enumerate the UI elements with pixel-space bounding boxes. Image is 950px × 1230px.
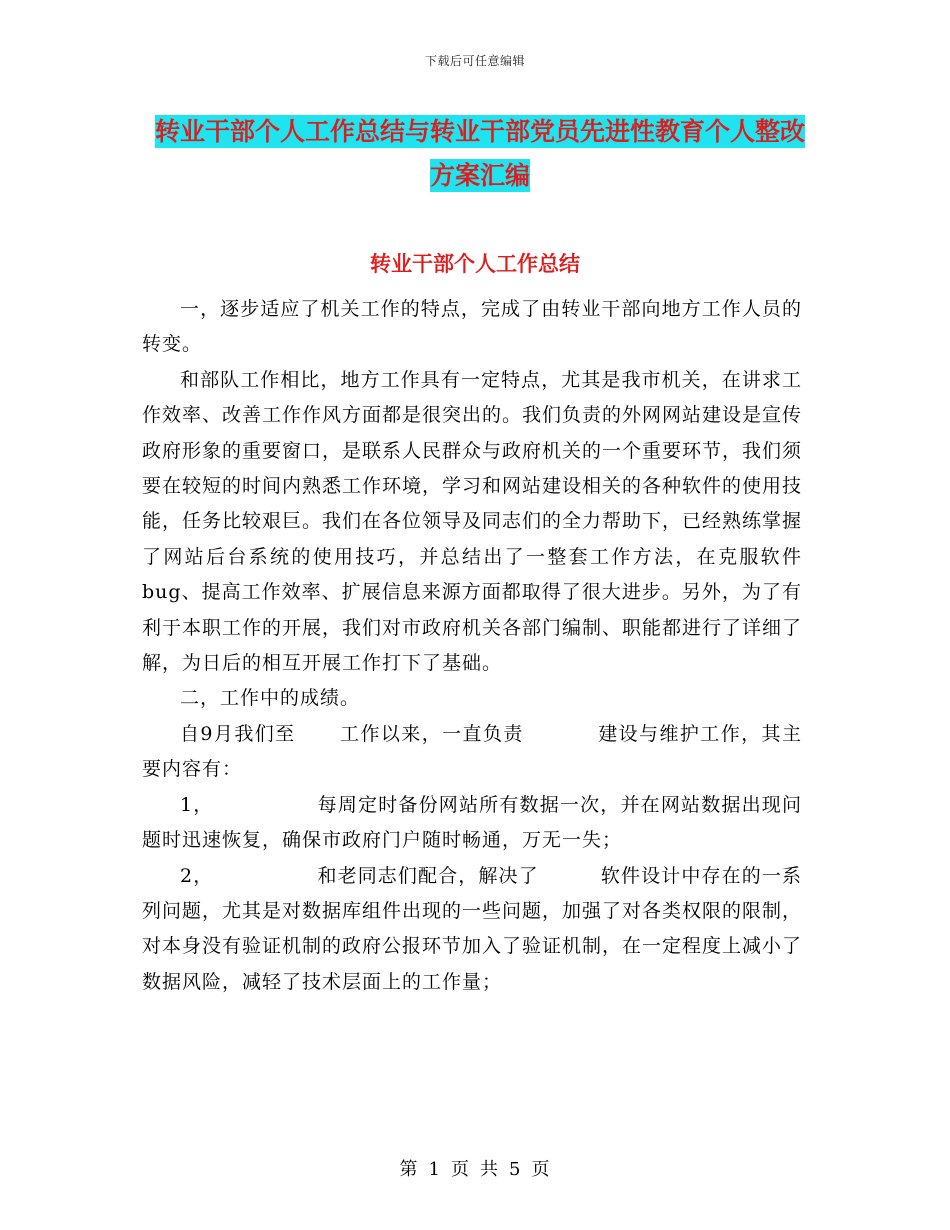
paragraph-segment: 每周定时备份网站所有数据一次，并在网站数据出现问题时迅速恢复，确保市政府门户随时畅通，万无一失； [142, 793, 802, 852]
paragraph-segment: 1， [180, 793, 214, 816]
paragraph [142, 717, 802, 788]
section-title: 转业干部个人工作总结 [370, 251, 580, 276]
paragraph: 一，逐步适应了机关工作的特点，完成了由转业干部向地方工作人员的转变。 [142, 298, 802, 356]
footer-total-word: 共 [480, 1159, 499, 1180]
paragraph [142, 788, 802, 859]
document-title-text: 转业干部个人工作总结与转业干部党员先进性教育个人整改方案汇编 [154, 117, 805, 190]
body-text [142, 292, 802, 1000]
header-note: 下载后可任意编辑 [424, 54, 525, 68]
paragraph: 和部队工作相比，地方工作具有一定特点，尤其是我市机关，在讲求工作效率、改善工作作风方面都是很突出的。我们负责的外网网站建设是宣传政府形象的重要窗口，是联系人民群众与政府机关的一个重要环节，我们须要在较短的时间内熟悉工作环境，学习和网站建设相关的各种软件的使用技能，任务比较艰巨。我们在各位领导及同志们的全力帮助下，已经熟练掌握了网站后台系统的使用技巧，并总结出了一整套工作方法，在克服软件bug、提高工作效率、扩展信息来源方面都取得了很大进步。另外，为了有利于本职工作的开展，我们对市政府机关各部门编制、职能都进行了详细了解，为日后的相互开展工作打下了基础。 [142, 368, 803, 675]
paragraph-segment: 2， [180, 864, 214, 887]
footer-page-word: 第 [399, 1159, 419, 1180]
document-title [150, 110, 810, 198]
footer-page-unit: 页 [451, 1159, 470, 1180]
paragraph-segment: 建设与维护工作，其主要内容有： [142, 722, 802, 781]
paragraph-segment: 和老同志们配合，解决了 [317, 864, 539, 887]
paragraph-segment: 软件设计中存在的一系列问题，尤其是对数据库组件出现的一些问题，加强了对各类权限的限制，对本身没有验证机制的政府公报环节加入了验证机制，在一定程度上减小了数据风险，减轻了技术层面上的工作量； [142, 864, 803, 993]
paragraph: 二，工作中的成绩。 [180, 687, 361, 710]
paragraph-segment: 自9月我们至 [180, 722, 296, 745]
footer-total-number: 5 [509, 1159, 522, 1180]
footer-page-number: 1 [428, 1159, 441, 1180]
footer-total-unit: 页 [531, 1159, 551, 1180]
paragraph-segment: 工作以来，一直负责 [339, 722, 524, 745]
paragraph [142, 859, 802, 1001]
page-footer [0, 1155, 950, 1181]
